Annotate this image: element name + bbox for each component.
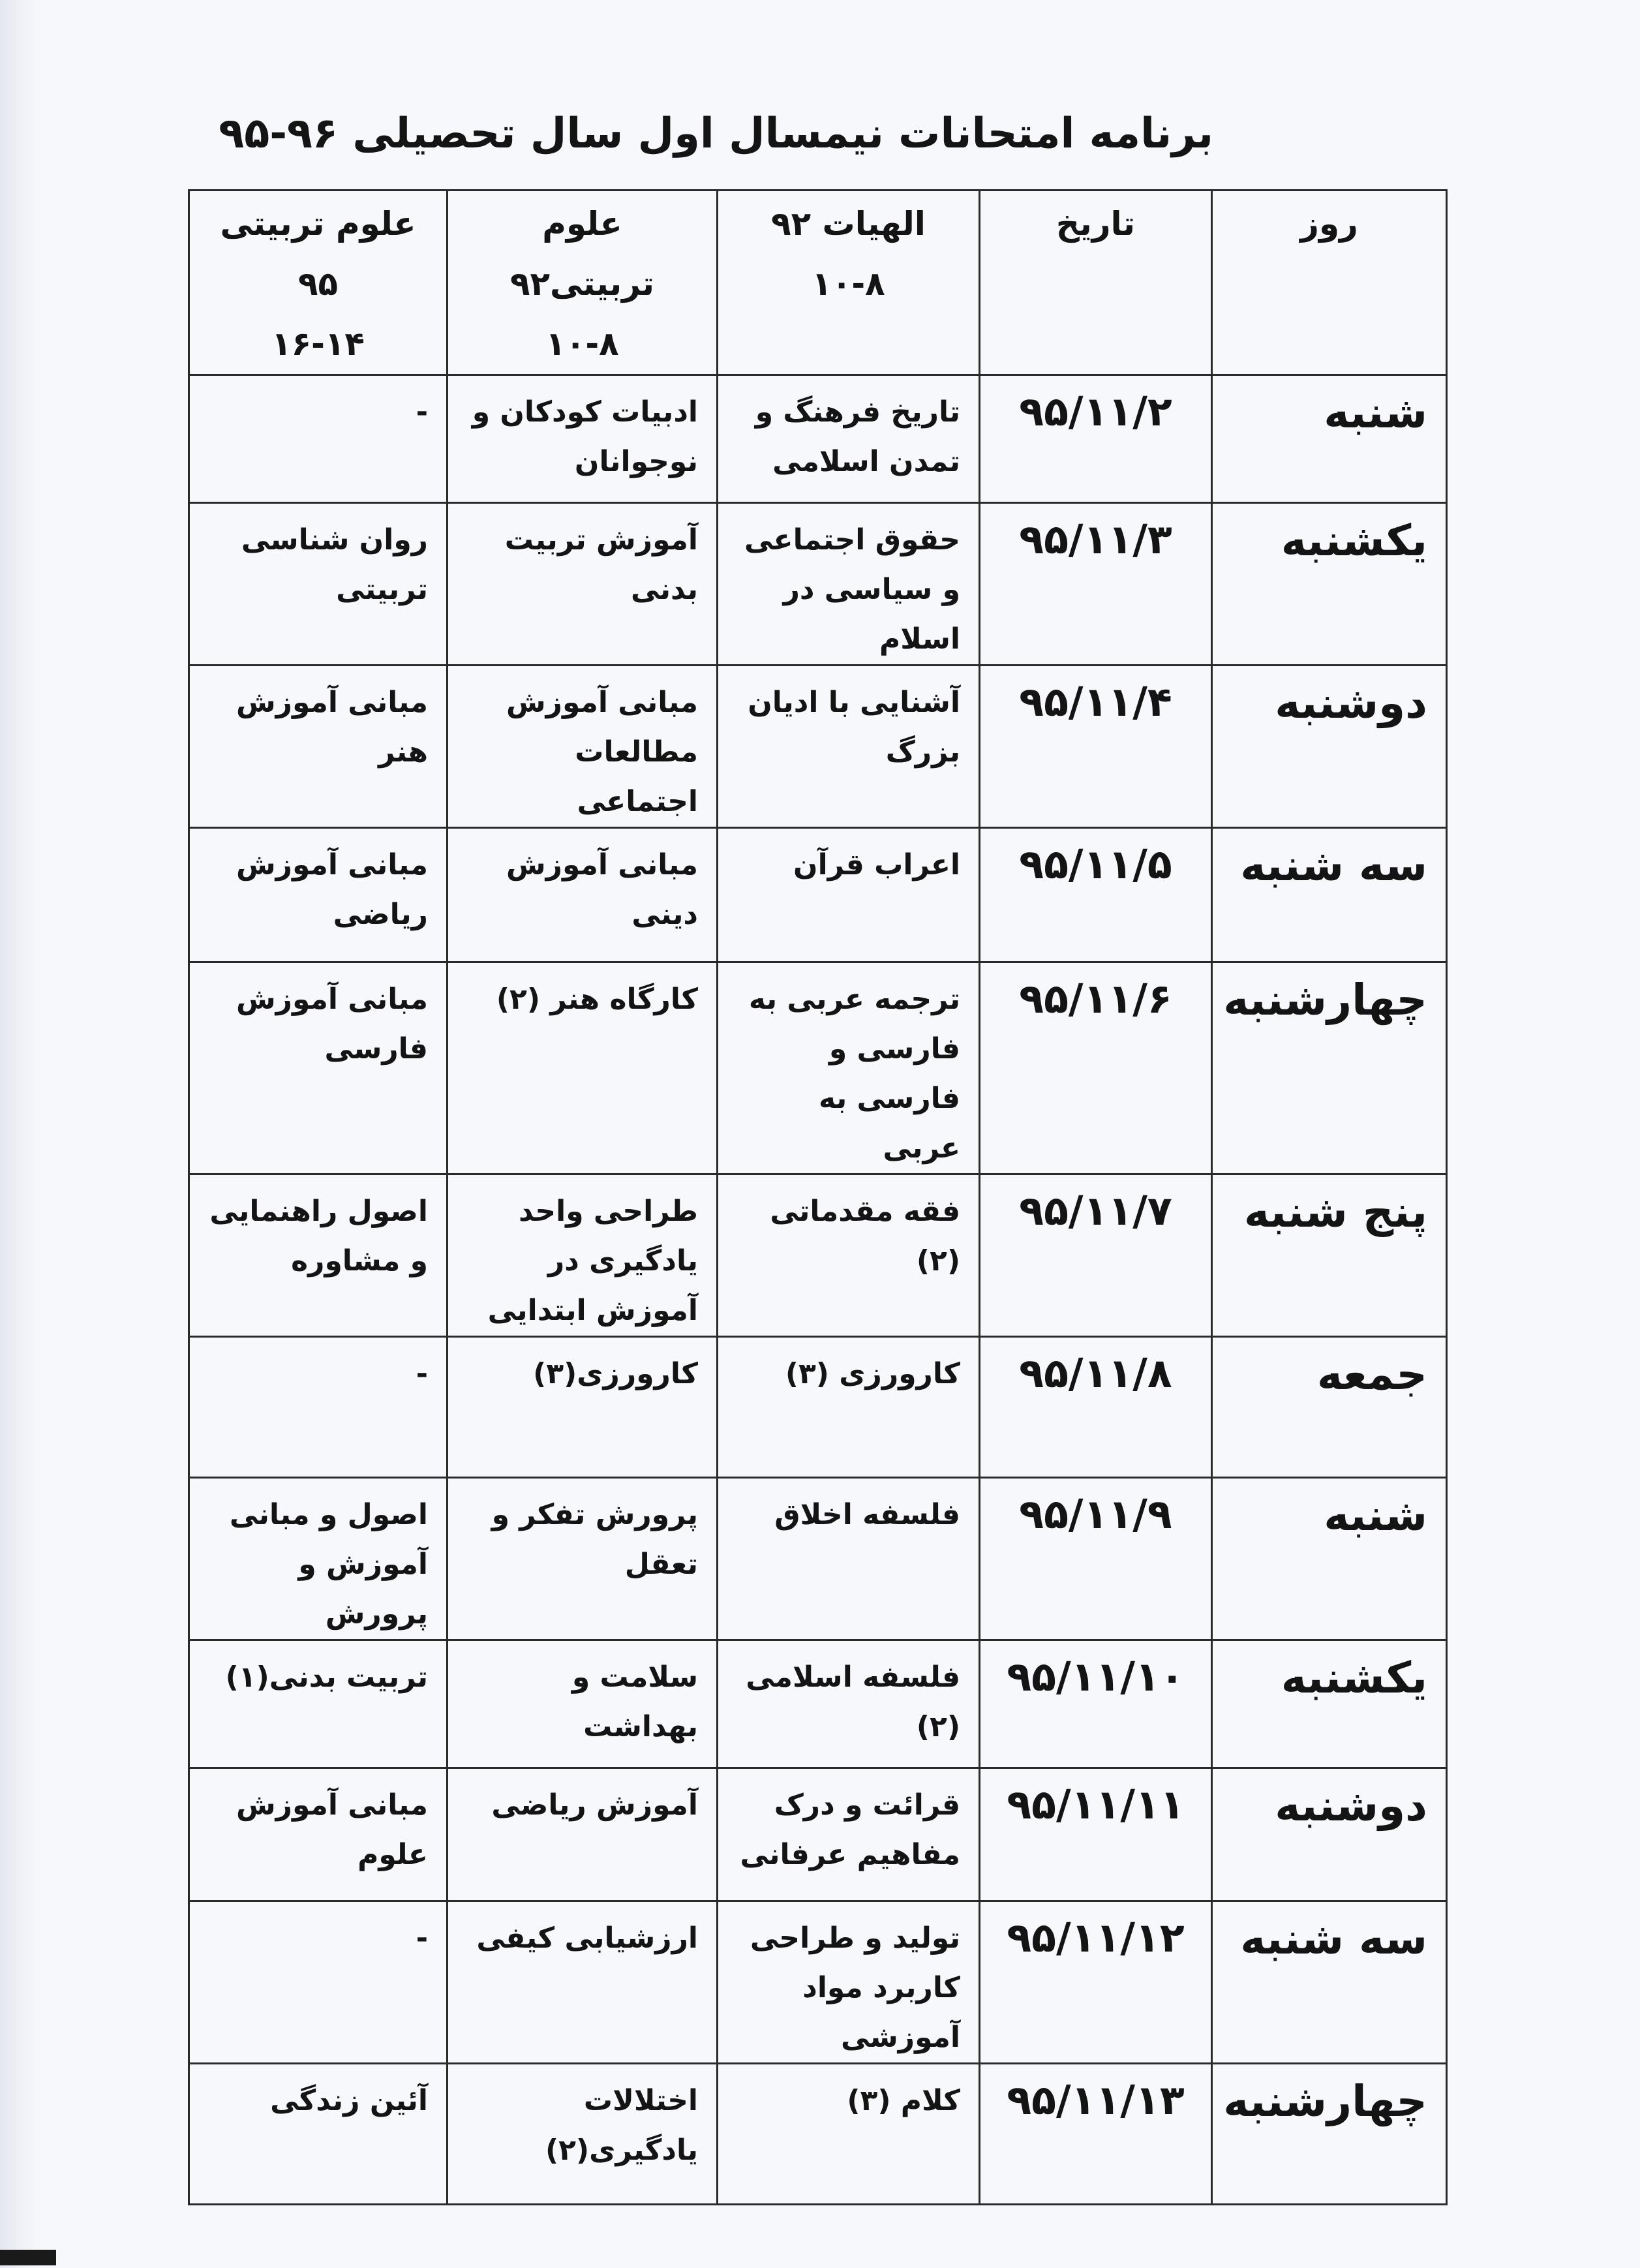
olum-92-cell: ارزشیابی کیفی — [448, 1901, 718, 2064]
olum-95-cell: مبانی آموزش هنر — [189, 666, 448, 828]
olum-92-cell: اختلالات یادگیری(۲) — [448, 2064, 718, 2205]
elahiat-92-cell: قرائت و درک مفاهیم عرفانی — [718, 1768, 980, 1901]
header-day: روز — [1212, 191, 1447, 375]
olum-92-cell: مبانی آموزش مطالعات اجتماعی — [448, 666, 718, 828]
olum-95-cell: - — [189, 1337, 448, 1478]
olum-95-cell: اصول و مبانی آموزش و پرورش — [189, 1478, 448, 1640]
table-row — [189, 375, 1447, 503]
olum-95-cell: اصول راهنمایی و مشاوره — [189, 1174, 448, 1337]
table-row — [189, 1478, 1447, 1640]
table-row — [189, 1337, 1447, 1478]
day-cell: یکشنبه — [1212, 503, 1447, 666]
olum-95-cell: - — [189, 1901, 448, 2064]
exam-schedule-table — [188, 189, 1448, 2205]
table-row — [189, 962, 1447, 1174]
day-cell: جمعه — [1212, 1337, 1447, 1478]
date-cell: ۹۵/۱۱/۱۳ — [980, 2064, 1212, 2205]
scan-corner-mark — [0, 2250, 56, 2265]
elahiat-92-cell: اعراب قرآن — [718, 828, 980, 962]
olum-92-cell: کارگاه هنر (۲) — [448, 962, 718, 1174]
table-row — [189, 666, 1447, 828]
header-olum-tarbiati-92: علوم تربیتی۹۲ ۱۰-۸ — [448, 191, 718, 375]
day-cell: سه شنبه — [1212, 828, 1447, 962]
scan-shadow-edge — [0, 0, 46, 2268]
date-cell: ۹۵/۱۱/۴ — [980, 666, 1212, 828]
table-row — [189, 1640, 1447, 1768]
date-cell: ۹۵/۱۱/۲ — [980, 375, 1212, 503]
elahiat-92-cell: حقوق اجتماعی و سیاسی در اسلام — [718, 503, 980, 666]
day-cell: یکشنبه — [1212, 1640, 1447, 1768]
date-cell: ۹۵/۱۱/۱۱ — [980, 1768, 1212, 1901]
header-olum-tarbiati-95: علوم تربیتی ۹۵ ۱۶-۱۴ — [189, 191, 448, 375]
olum-92-cell: آموزش ریاضی — [448, 1768, 718, 1901]
elahiat-92-cell: تولید و طراحی کاربرد مواد آموزشی — [718, 1901, 980, 2064]
date-cell: ۹۵/۱۱/۹ — [980, 1478, 1212, 1640]
date-cell: ۹۵/۱۱/۳ — [980, 503, 1212, 666]
olum-92-cell: سلامت و بهداشت — [448, 1640, 718, 1768]
elahiat-92-cell: فقه مقدماتی (۲) — [718, 1174, 980, 1337]
day-cell: دوشنبه — [1212, 666, 1447, 828]
day-cell: شنبه — [1212, 375, 1447, 503]
table-header-row — [189, 191, 1447, 375]
date-cell: ۹۵/۱۱/۱۰ — [980, 1640, 1212, 1768]
elahiat-92-cell: تاریخ فرهنگ و تمدن اسلامی — [718, 375, 980, 503]
elahiat-92-cell: فلسفه اسلامی (۲) — [718, 1640, 980, 1768]
olum-92-cell: طراحی واحد یادگیری در آموزش ابتدایی — [448, 1174, 718, 1337]
olum-92-cell: پرورش تفکر و تعقل — [448, 1478, 718, 1640]
day-cell: چهارشنبه — [1212, 962, 1447, 1174]
date-cell: ۹۵/۱۱/۸ — [980, 1337, 1212, 1478]
table-row — [189, 1768, 1447, 1901]
elahiat-92-cell: کارورزی (۳) — [718, 1337, 980, 1478]
date-cell: ۹۵/۱۱/۵ — [980, 828, 1212, 962]
table-row — [189, 2064, 1447, 2205]
table-row — [189, 1174, 1447, 1337]
document-title: برنامه امتحانات نیمسال اول سال تحصیلی ۹۶-۹۵ — [219, 110, 1213, 158]
date-cell: ۹۵/۱۱/۱۲ — [980, 1901, 1212, 2064]
olum-95-cell: مبانی آموزش علوم — [189, 1768, 448, 1901]
header-elahiat-92: الهیات ۹۲ ۱۰-۸ — [718, 191, 980, 375]
olum-92-cell: آموزش تربیت بدنی — [448, 503, 718, 666]
day-cell: چهارشنبه — [1212, 2064, 1447, 2205]
olum-92-cell: کارورزی(۳) — [448, 1337, 718, 1478]
date-cell: ۹۵/۱۱/۷ — [980, 1174, 1212, 1337]
day-cell: سه شنبه — [1212, 1901, 1447, 2064]
olum-95-cell: روان شناسی تربیتی — [189, 503, 448, 666]
table-row — [189, 503, 1447, 666]
elahiat-92-cell: ترجمه عربی به فارسی و فارسی به عربی — [718, 962, 980, 1174]
table-row — [189, 828, 1447, 962]
olum-95-cell: تربیت بدنی(۱) — [189, 1640, 448, 1768]
day-cell: دوشنبه — [1212, 1768, 1447, 1901]
header-date: تاریخ — [980, 191, 1212, 375]
olum-92-cell: مبانی آموزش دینی — [448, 828, 718, 962]
elahiat-92-cell: کلام (۳) — [718, 2064, 980, 2205]
day-cell: پنج شنبه — [1212, 1174, 1447, 1337]
olum-95-cell: آئین زندگی — [189, 2064, 448, 2205]
day-cell: شنبه — [1212, 1478, 1447, 1640]
elahiat-92-cell: آشنایی با ادیان بزرگ — [718, 666, 980, 828]
olum-95-cell: - — [189, 375, 448, 503]
table-row — [189, 1901, 1447, 2064]
olum-95-cell: مبانی آموزش فارسی — [189, 962, 448, 1174]
date-cell: ۹۵/۱۱/۶ — [980, 962, 1212, 1174]
olum-92-cell: ادبیات کودکان و نوجوانان — [448, 375, 718, 503]
elahiat-92-cell: فلسفه اخلاق — [718, 1478, 980, 1640]
olum-95-cell: مبانی آموزش ریاضی — [189, 828, 448, 962]
